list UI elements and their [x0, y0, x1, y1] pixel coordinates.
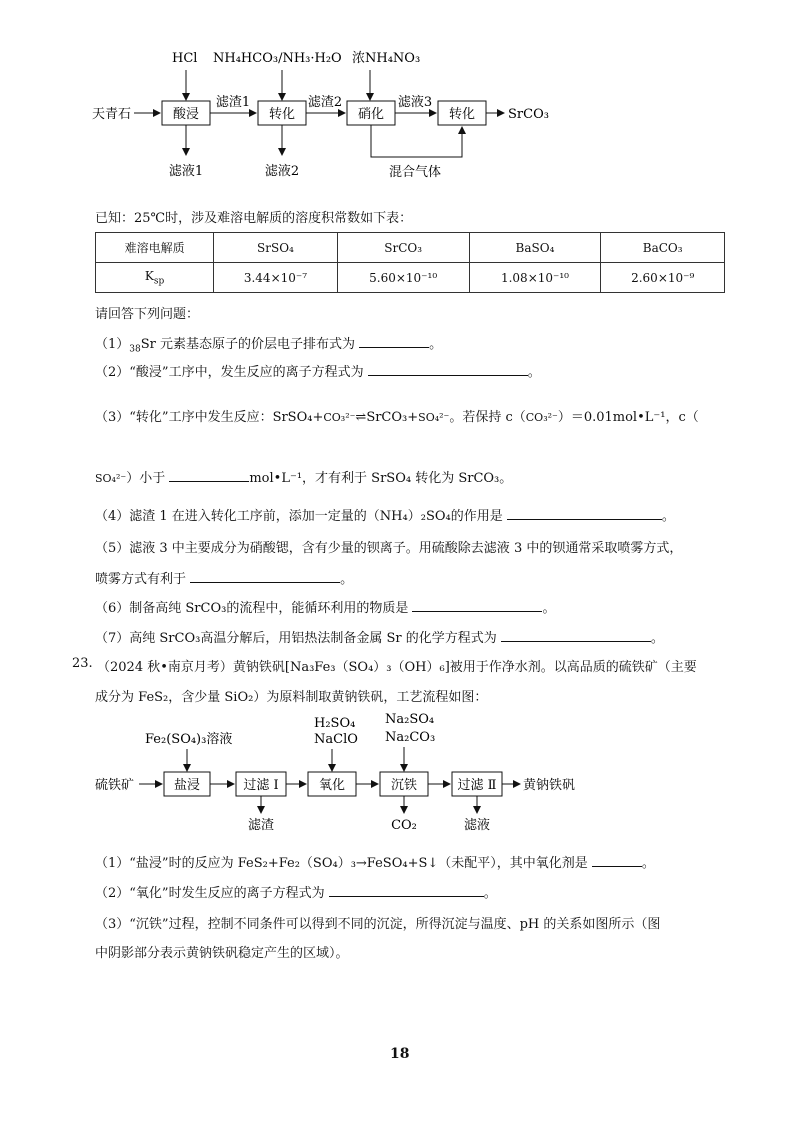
q22-question-2: （2）“酸浸”工序中，发生反应的离子方程式为 。: [95, 365, 541, 380]
q22-question-1: $(1)_{38}Sr$ 元素基态原子的价层电子排布式为 。: [95, 337, 443, 355]
ion-sulfate: SO₄²⁻: [95, 472, 127, 485]
out-filtrate: 滤液: [463, 818, 491, 833]
out-filtrate1: 滤液1: [168, 164, 204, 179]
q23-line-2: 成分为 FeS₂，含少量 SiO₂）为原料制取黄钠铁矾，工艺流程如图：: [95, 690, 488, 705]
box-salt-leach-label: 盐浸: [173, 778, 201, 793]
q23-line-1: （2024 秋•南京月考）黄钠铁矾[Na₃Fe₃（SO₄）₃（OH）₆]被用于作净水剂。以高品质的硫铁矿（主要: [97, 660, 697, 675]
table-cell: 2.60×10⁻⁹: [601, 263, 725, 293]
in-sodium-sulfate: Na₂SO₄: [385, 712, 435, 727]
in-naclo: NaClO: [314, 732, 358, 747]
ion-carbonate: CO₃²⁻: [525, 411, 558, 424]
answer-blank[interactable]: [359, 335, 429, 348]
q22-intro: 请回答下列问题：: [95, 307, 200, 322]
box-convert-1-label: 转化: [268, 107, 296, 122]
box-nitration-label: 硝化: [357, 107, 385, 122]
box-oxidation-label: 氧化: [318, 778, 346, 793]
arrow-label-filtrate3: 滤液3: [397, 95, 433, 110]
q22-question-3-cont: SO₄²⁻）小于 mol•L⁻¹，才有利于 SrSO₄ 转化为 SrCO₃。: [95, 471, 513, 486]
flow-start-label: 天青石: [92, 107, 132, 122]
reagent-hcl: HCl: [172, 51, 198, 66]
reagent-nh4hco3: NH₄HCO₃/NH₃·H₂O: [213, 51, 342, 66]
answer-blank[interactable]: [592, 854, 642, 867]
answer-blank[interactable]: [169, 469, 249, 482]
known-text: 已知：25℃时，涉及难溶电解质的溶度积常数如下表：: [95, 211, 413, 226]
answer-blank[interactable]: [368, 363, 528, 376]
table-header-cell: BaCO₃: [601, 233, 725, 263]
q23-question-1: （1）“盐浸”时的反应为 FeS₂+Fe₂（SO₄）₃→FeSO₄+S↓（未配平），其中氧化剂是 。: [95, 856, 655, 871]
out-residue: 滤渣: [247, 818, 275, 833]
reagent-nh4no3: 浓NH₄NO₃: [352, 51, 421, 66]
in-sodium-carbonate: Na₂CO₃: [385, 730, 436, 745]
table-cell: 3.44×10⁻⁷: [214, 263, 338, 293]
arrow-label-residue2: 滤渣2: [307, 95, 343, 110]
page-number: 18: [390, 1046, 410, 1062]
in-sulfuric-acid: H₂SO₄: [314, 716, 356, 731]
table-cell: 1.08×10⁻¹⁰: [469, 263, 601, 293]
ion-carbonate: CO₃²⁻: [323, 411, 356, 424]
table-header-cell: SrSO₄: [214, 233, 338, 263]
q23-number: 23.: [72, 656, 93, 671]
table-header-cell: BaSO₄: [469, 233, 601, 263]
q23-question-3-cont: 中阴影部分表示黄钠铁矾稳定产生的区域）。: [95, 946, 349, 961]
out-co2: CO₂: [391, 818, 417, 833]
q22-question-7: （7）高纯 SrCO₃高温分解后，用铝热法制备金属 Sr 的化学方程式为 。: [95, 631, 664, 646]
q22-question-4: （4）滤渣 1 在进入转化工序前，添加一定量的（NH₄）₂SO₄的作用是 。: [95, 509, 675, 524]
q23-question-2: （2）“氧化”时发生反应的离子方程式为 。: [95, 886, 497, 901]
q22-question-6: （6）制备高纯 SrCO₃的流程中，能循环利用的物质是 。: [95, 601, 556, 616]
answer-blank[interactable]: [501, 629, 651, 642]
q22-question-5-cont: 喷雾方式有利于 。: [95, 572, 354, 587]
ion-sulfate: SO₄²⁻: [418, 411, 450, 424]
answer-blank[interactable]: [412, 599, 542, 612]
q22-question-5: （5）滤液 3 中主要成分为硝酸锶，含有少量的钡离子。用硫酸除去滤液 3 中的钡通常采取喷雾方式，: [95, 541, 683, 556]
flow2-product: 黄钠铁矾: [523, 778, 576, 793]
in-ferric-sulfate: Fe₂(SO₄)₃溶液: [145, 732, 233, 747]
flow-diagram-strontium: [0, 0, 800, 195]
box-convert-2-label: 转化: [448, 107, 476, 122]
q22-question-3: （3）“转化”工序中发生反应：SrSO₄+CO₃²⁻⇌SrCO₃+SO₄²⁻。若保持 c（CO₃²⁻）＝0.01mol•L⁻¹，c（: [95, 410, 699, 425]
q23-question-3: （3）“沉铁”过程，控制不同条件可以得到不同的沉淀，所得沉淀与温度、pH 的关系如图所示（图: [95, 917, 661, 932]
table-header-cell: SrCO₃: [337, 233, 469, 263]
box-filter-1-label: 过滤 Ⅰ: [243, 778, 279, 793]
box-iron-precip-label: 沉铁: [390, 778, 418, 793]
flow-diagram-jarosite: [0, 705, 800, 835]
answer-blank[interactable]: [329, 884, 484, 897]
table-row: [96, 233, 725, 263]
table-header-cell: 难溶电解质: [96, 233, 214, 263]
box-acid-leach-label: 酸浸: [172, 107, 200, 122]
box-filter-2-label: 过滤 Ⅱ: [457, 778, 497, 793]
answer-blank[interactable]: [190, 570, 340, 583]
out-mixed-gas: 混合气体: [388, 165, 442, 180]
table-cell: 5.60×10⁻¹⁰: [337, 263, 469, 293]
arrow-label-residue1: 滤渣1: [215, 95, 251, 110]
out-filtrate2: 滤液2: [264, 164, 300, 179]
answer-blank[interactable]: [507, 507, 662, 520]
table-row: [96, 263, 725, 293]
flow2-start-label: 硫铁矿: [95, 778, 135, 793]
flow-product: SrCO₃: [508, 107, 549, 122]
table-cell-ksp: $K_{sp}$: [96, 263, 214, 293]
ksp-table: [95, 232, 725, 293]
